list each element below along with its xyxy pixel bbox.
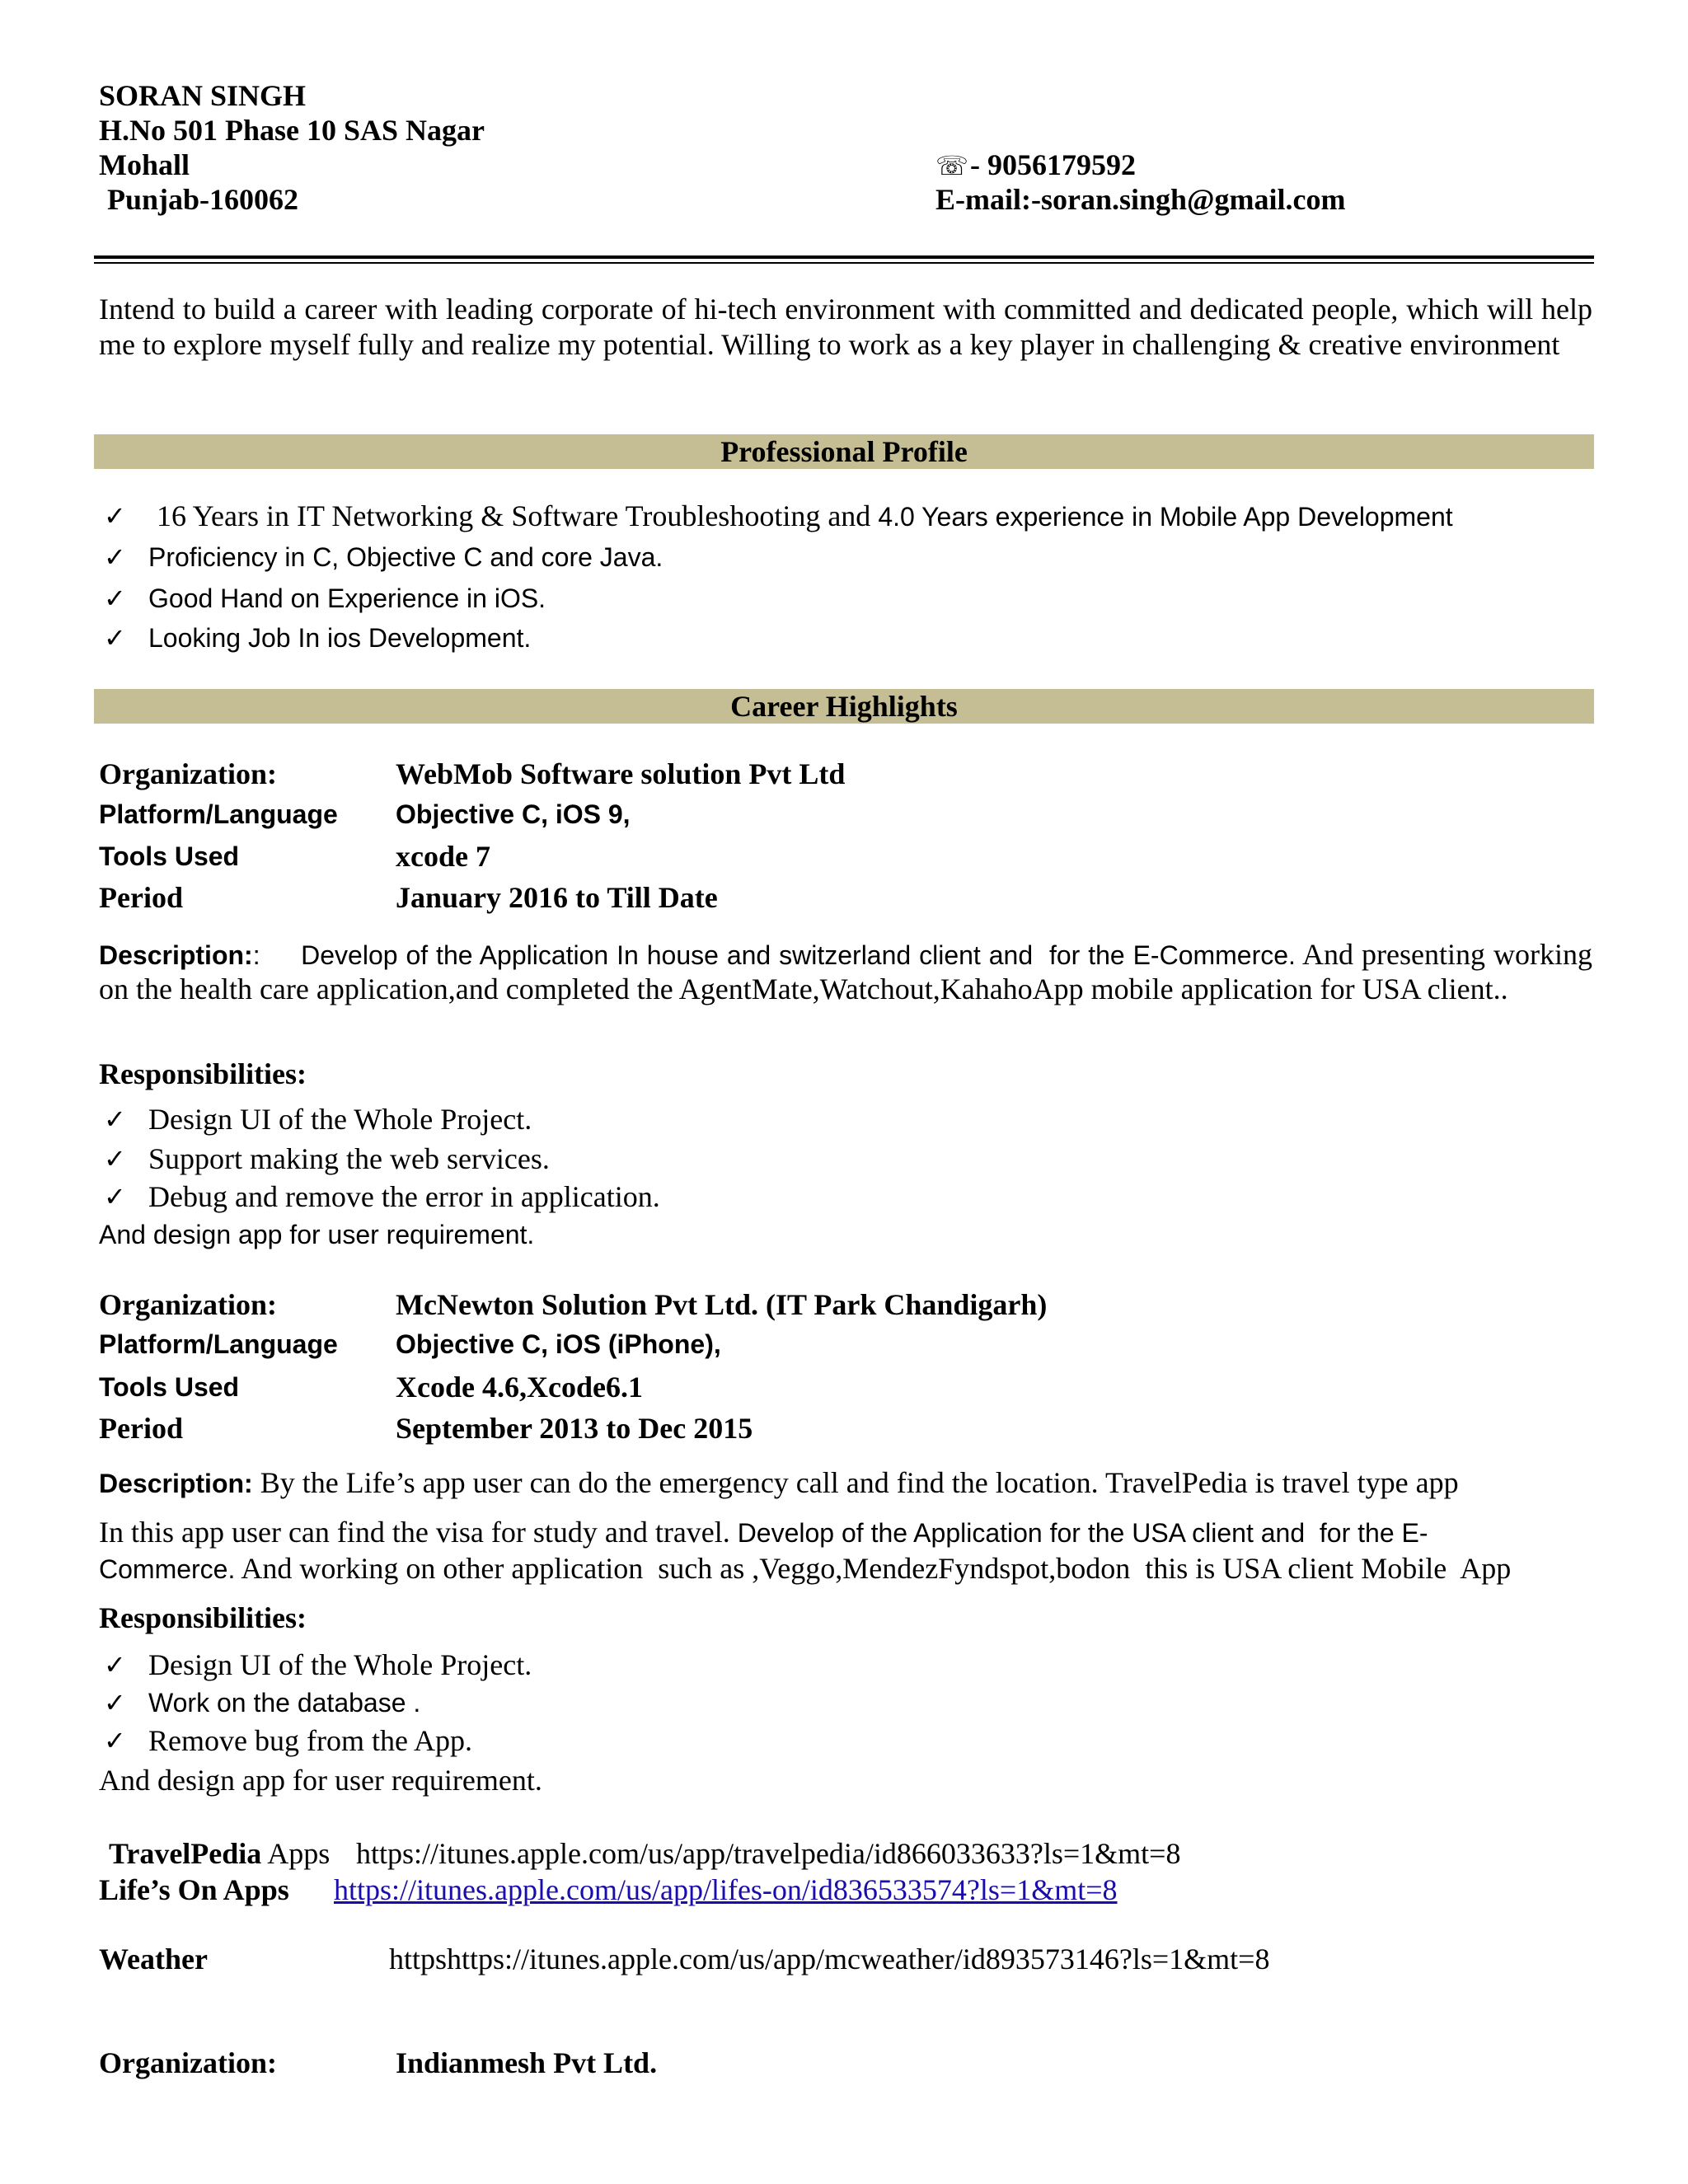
- checkmark-icon: ✓: [104, 541, 126, 573]
- job1-responsibility-2: Support making the web services.: [148, 1142, 550, 1175]
- profile-item-3: Good Hand on Experience in iOS.: [148, 583, 546, 613]
- checkmark-icon: ✓: [104, 1725, 126, 1756]
- profile-item-4: Looking Job In ios Development.: [148, 623, 532, 653]
- job1-period-label: Period: [99, 881, 183, 914]
- checkmark-icon: ✓: [104, 500, 126, 532]
- job2-responsibility-2: Work on the database .: [148, 1688, 421, 1718]
- job2-responsibilities-label: Responsibilities:: [99, 1601, 307, 1634]
- travelpedia-app-label: TravelPedia Apps: [109, 1837, 331, 1870]
- checkmark-icon: ✓: [104, 583, 126, 614]
- job2-responsibility-3: Remove bug from the App.: [148, 1724, 472, 1757]
- job2-tools-label: Tools Used: [99, 1372, 240, 1402]
- job2-period-label: Period: [99, 1412, 183, 1445]
- job2-organization: McNewton Solution Pvt Ltd. (IT Park Chandigarh): [396, 1288, 1048, 1321]
- job2-description-line-3: Commerce. And working on other application such as ,Veggo,MendezFyndspot,bodon this is USA client Mobile App: [99, 1552, 1512, 1585]
- candidate-name: SORAN SINGH: [99, 79, 307, 112]
- job1-tools-label: Tools Used: [99, 841, 240, 871]
- job2-responsibility-1: Design UI of the Whole Project.: [148, 1648, 532, 1681]
- weather-app-url: httpshttps://itunes.apple.com/us/app/mcweather/id893573146?ls=1&mt=8: [389, 1943, 1270, 1975]
- job2-platform: Objective C, iOS (iPhone),: [396, 1329, 721, 1359]
- profile-item-1: 16 Years in IT Networking & Software Troubleshooting and 4.0 Years experience in Mobile App Development: [157, 499, 1453, 532]
- job1-responsibilities-label: Responsibilities:: [99, 1057, 307, 1090]
- checkmark-icon: ✓: [104, 1687, 126, 1718]
- checkmark-icon: ✓: [104, 1104, 126, 1135]
- job2-responsibility-note: And design app for user requirement.: [99, 1764, 542, 1797]
- checkmark-icon: ✓: [104, 1143, 126, 1174]
- job1-responsibility-1: Design UI of the Whole Project.: [148, 1103, 532, 1136]
- job1-platform-label: Platform/Language: [99, 799, 338, 829]
- job1-period: January 2016 to Till Date: [396, 881, 718, 914]
- telephone-icon: ☏: [935, 150, 969, 181]
- job2-platform-label: Platform/Language: [99, 1329, 338, 1359]
- phone-number: [935, 148, 1136, 183]
- header-divider-thick: [94, 255, 1594, 259]
- job1-organization: WebMob Software solution Pvt Ltd: [396, 757, 846, 790]
- career-objective: Intend to build a career with leading corporate of hi-tech environment with committed and dedicated people, which will help me to explore myself fully and realize my potential. Willing to work as a key player in challenging & creative environment: [99, 293, 1592, 361]
- job2-description-line-1: Description: By the Life’s app user can do the emergency call and find the location. TravelPedia is travel type app: [99, 1466, 1459, 1499]
- checkmark-icon: ✓: [104, 1649, 126, 1680]
- section-professional-profile: Professional Profile: [94, 434, 1594, 469]
- travelpedia-app-url: https://itunes.apple.com/us/app/travelpedia/id866033633?ls=1&mt=8: [356, 1837, 1181, 1870]
- checkmark-icon: ✓: [104, 622, 126, 654]
- address-line-2: Mohall: [99, 148, 190, 181]
- job1-tools: xcode 7: [396, 840, 490, 873]
- job1-platform: Objective C, iOS 9,: [396, 799, 631, 829]
- email-address: E-mail:-soran.singh@gmail.com: [935, 183, 1346, 216]
- lifes-on-app-label: Life’s On Apps: [99, 1873, 289, 1906]
- job1-responsibility-note: And design app for user requirement.: [99, 1220, 535, 1249]
- phone-text: - 9056179592: [970, 148, 1137, 181]
- job2-organization-label: Organization:: [99, 1288, 277, 1321]
- job1-description: Description:: Develop of the Application In house and switzerland client and for the E-Commerce. And presenting working on the health care application,and completed the AgentMate,Watchout,KahahoApp mobile application for USA client..: [99, 938, 1592, 1005]
- job1-responsibility-3: Debug and remove the error in application.: [148, 1180, 660, 1213]
- job1-organization-label: Organization:: [99, 757, 277, 790]
- job2-description-line-2: In this app user can find the visa for study and travel. Develop of the Application for the USA client and for the E-: [99, 1516, 1428, 1549]
- job2-period: September 2013 to Dec 2015: [396, 1412, 753, 1445]
- section-career-highlights: Career Highlights: [94, 689, 1594, 724]
- job2-tools: Xcode 4.6,Xcode6.1: [396, 1371, 643, 1404]
- profile-item-2: Proficiency in C, Objective C and core Java.: [148, 542, 663, 572]
- weather-app-label: Weather: [99, 1943, 208, 1975]
- job1-description-label: Description:: [99, 940, 253, 970]
- job3-organization-label: Organization:: [99, 2046, 277, 2079]
- job2-description-label: Description:: [99, 1469, 253, 1498]
- lifes-on-app-link[interactable]: https://itunes.apple.com/us/app/lifes-on/id836533574?ls=1&mt=8: [334, 1873, 1118, 1906]
- address-line-1: H.No 501 Phase 10 SAS Nagar: [99, 114, 485, 147]
- header-divider-thin: [94, 262, 1594, 264]
- checkmark-icon: ✓: [104, 1181, 126, 1212]
- job3-organization: Indianmesh Pvt Ltd.: [396, 2046, 658, 2079]
- address-line-3: Punjab-160062: [107, 183, 299, 216]
